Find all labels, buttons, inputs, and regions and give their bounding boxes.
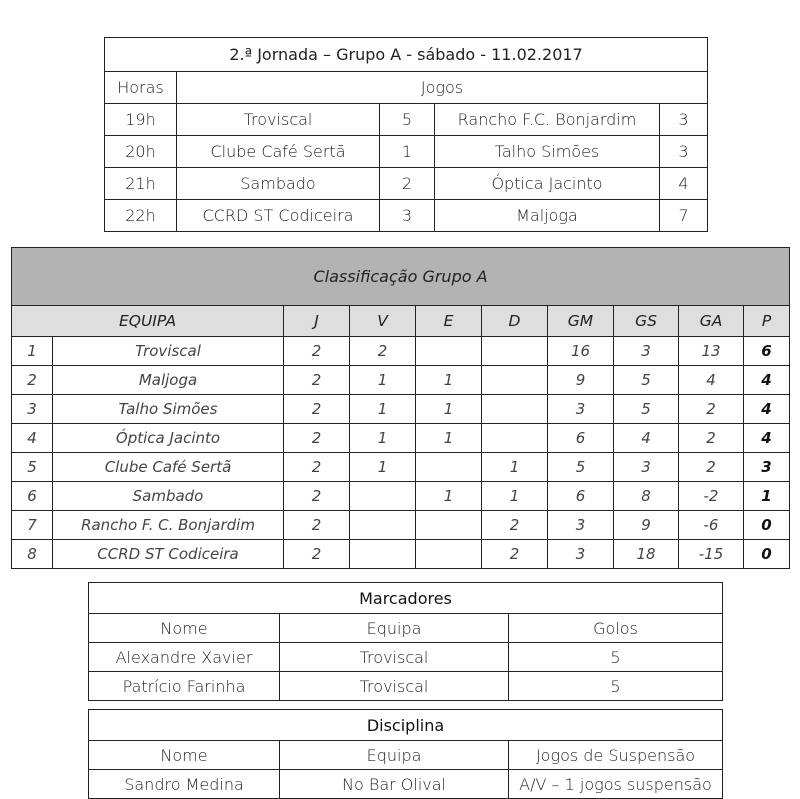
team: Maljoga bbox=[53, 366, 284, 395]
home-score: 1 bbox=[380, 136, 435, 168]
home-team: Clube Café Sertã bbox=[177, 136, 380, 168]
team: Rancho F. C. Bonjardim bbox=[53, 511, 284, 540]
goals-against: 3 bbox=[614, 453, 679, 482]
draws: 1 bbox=[416, 482, 482, 511]
wins: 1 bbox=[350, 366, 416, 395]
pos: 6 bbox=[12, 482, 53, 511]
draws bbox=[416, 337, 482, 366]
col-v: V bbox=[350, 306, 416, 337]
team: Sambado bbox=[53, 482, 284, 511]
goals-against: 18 bbox=[614, 540, 679, 569]
wins bbox=[350, 482, 416, 511]
scorer-name: Alexandre Xavier bbox=[89, 643, 280, 672]
pos: 4 bbox=[12, 424, 53, 453]
game-hour: 22h bbox=[105, 200, 177, 232]
table-row bbox=[12, 366, 790, 395]
team: Óptica Jacinto bbox=[53, 424, 284, 453]
discipline-table bbox=[88, 709, 723, 799]
col-e: E bbox=[416, 306, 482, 337]
points: 3 bbox=[744, 453, 790, 482]
scorer-name: Patrício Farinha bbox=[89, 672, 280, 701]
results-table bbox=[104, 37, 708, 232]
points: 6 bbox=[744, 337, 790, 366]
col-nome: Nome bbox=[89, 614, 280, 643]
goals-for: 9 bbox=[548, 366, 614, 395]
losses: 1 bbox=[482, 453, 548, 482]
team: CCRD ST Codiceira bbox=[53, 540, 284, 569]
away-team: Maljoga bbox=[435, 200, 660, 232]
scorer-goals: 5 bbox=[509, 672, 723, 701]
col-golos: Golos bbox=[509, 614, 723, 643]
table-row bbox=[89, 643, 723, 672]
pos: 3 bbox=[12, 395, 53, 424]
played: 2 bbox=[284, 453, 350, 482]
game-hour: 19h bbox=[105, 104, 177, 136]
game-row bbox=[105, 104, 708, 136]
home-team: Sambado bbox=[177, 168, 380, 200]
player-name: Sandro Medina bbox=[89, 770, 280, 799]
team: Clube Café Sertã bbox=[53, 453, 284, 482]
table-row bbox=[12, 395, 790, 424]
wins: 1 bbox=[350, 453, 416, 482]
pos: 2 bbox=[12, 366, 53, 395]
goals-against: 5 bbox=[614, 395, 679, 424]
played: 2 bbox=[284, 337, 350, 366]
losses: 1 bbox=[482, 482, 548, 511]
goals-against: 4 bbox=[614, 424, 679, 453]
pos: 5 bbox=[12, 453, 53, 482]
table-row bbox=[89, 770, 723, 799]
losses: 2 bbox=[482, 540, 548, 569]
goals-for: 3 bbox=[548, 511, 614, 540]
col-equipa: EQUIPA bbox=[12, 306, 284, 337]
goals-for: 3 bbox=[548, 395, 614, 424]
goals-for: 3 bbox=[548, 540, 614, 569]
pos: 1 bbox=[12, 337, 53, 366]
suspension: A/V – 1 jogos suspensão bbox=[509, 770, 723, 799]
col-d: D bbox=[482, 306, 548, 337]
table-row bbox=[12, 424, 790, 453]
draws: 1 bbox=[416, 395, 482, 424]
away-score: 7 bbox=[660, 200, 708, 232]
draws bbox=[416, 453, 482, 482]
points: 4 bbox=[744, 395, 790, 424]
game-row bbox=[105, 168, 708, 200]
col-equipa: Equipa bbox=[280, 614, 509, 643]
results-title: 2.ª Jornada – Grupo A - sábado - 11.02.2017 bbox=[105, 38, 708, 72]
points: 4 bbox=[744, 366, 790, 395]
goal-diff: -15 bbox=[679, 540, 744, 569]
away-score: 3 bbox=[660, 104, 708, 136]
goal-diff: 2 bbox=[679, 424, 744, 453]
table-row bbox=[89, 672, 723, 701]
goals-for: 16 bbox=[548, 337, 614, 366]
draws bbox=[416, 511, 482, 540]
points: 1 bbox=[744, 482, 790, 511]
table-row bbox=[12, 453, 790, 482]
wins: 1 bbox=[350, 395, 416, 424]
points: 0 bbox=[744, 511, 790, 540]
away-team: Óptica Jacinto bbox=[435, 168, 660, 200]
played: 2 bbox=[284, 511, 350, 540]
points: 0 bbox=[744, 540, 790, 569]
col-j: J bbox=[284, 306, 350, 337]
goals-against: 3 bbox=[614, 337, 679, 366]
away-score: 3 bbox=[660, 136, 708, 168]
scorer-team: Troviscal bbox=[280, 643, 509, 672]
home-team: Troviscal bbox=[177, 104, 380, 136]
goals-against: 8 bbox=[614, 482, 679, 511]
home-score: 3 bbox=[380, 200, 435, 232]
col-gs: GS bbox=[614, 306, 679, 337]
draws bbox=[416, 540, 482, 569]
pos: 7 bbox=[12, 511, 53, 540]
pos: 8 bbox=[12, 540, 53, 569]
game-hour: 21h bbox=[105, 168, 177, 200]
player-team: No Bar Olival bbox=[280, 770, 509, 799]
col-p: P bbox=[744, 306, 790, 337]
wins bbox=[350, 511, 416, 540]
team: Troviscal bbox=[53, 337, 284, 366]
header-horas: Horas bbox=[105, 72, 177, 104]
header-jogos: Jogos bbox=[177, 72, 708, 104]
wins: 2 bbox=[350, 337, 416, 366]
col-nome: Nome bbox=[89, 741, 280, 770]
table-row bbox=[12, 540, 790, 569]
away-team: Talho Simões bbox=[435, 136, 660, 168]
goal-diff: -6 bbox=[679, 511, 744, 540]
goal-diff: -2 bbox=[679, 482, 744, 511]
goals-for: 6 bbox=[548, 482, 614, 511]
table-row bbox=[12, 511, 790, 540]
team: Talho Simões bbox=[53, 395, 284, 424]
scorer-goals: 5 bbox=[509, 643, 723, 672]
losses: 2 bbox=[482, 511, 548, 540]
goal-diff: 13 bbox=[679, 337, 744, 366]
played: 2 bbox=[284, 395, 350, 424]
game-row bbox=[105, 136, 708, 168]
scorers-table bbox=[88, 582, 723, 701]
home-score: 5 bbox=[380, 104, 435, 136]
draws: 1 bbox=[416, 366, 482, 395]
losses bbox=[482, 366, 548, 395]
losses bbox=[482, 424, 548, 453]
goals-for: 5 bbox=[548, 453, 614, 482]
losses bbox=[482, 337, 548, 366]
goal-diff: 4 bbox=[679, 366, 744, 395]
home-team: CCRD ST Codiceira bbox=[177, 200, 380, 232]
away-score: 4 bbox=[660, 168, 708, 200]
standings-title: Classificação Grupo A bbox=[12, 248, 790, 306]
played: 2 bbox=[284, 424, 350, 453]
table-row bbox=[12, 482, 790, 511]
played: 2 bbox=[284, 366, 350, 395]
col-ga: GA bbox=[679, 306, 744, 337]
col-gm: GM bbox=[548, 306, 614, 337]
goal-diff: 2 bbox=[679, 453, 744, 482]
goals-against: 9 bbox=[614, 511, 679, 540]
game-row bbox=[105, 200, 708, 232]
goals-for: 6 bbox=[548, 424, 614, 453]
losses bbox=[482, 395, 548, 424]
table-row bbox=[12, 337, 790, 366]
scorer-team: Troviscal bbox=[280, 672, 509, 701]
played: 2 bbox=[284, 540, 350, 569]
points: 4 bbox=[744, 424, 790, 453]
draws: 1 bbox=[416, 424, 482, 453]
game-hour: 20h bbox=[105, 136, 177, 168]
wins bbox=[350, 540, 416, 569]
col-equipa: Equipa bbox=[280, 741, 509, 770]
discipline-title: Disciplina bbox=[89, 710, 723, 741]
home-score: 2 bbox=[380, 168, 435, 200]
goals-against: 5 bbox=[614, 366, 679, 395]
goal-diff: 2 bbox=[679, 395, 744, 424]
wins: 1 bbox=[350, 424, 416, 453]
col-suspensao: Jogos de Suspensão bbox=[509, 741, 723, 770]
scorers-title: Marcadores bbox=[89, 583, 723, 614]
played: 2 bbox=[284, 482, 350, 511]
standings-table bbox=[11, 247, 790, 569]
away-team: Rancho F.C. Bonjardim bbox=[435, 104, 660, 136]
